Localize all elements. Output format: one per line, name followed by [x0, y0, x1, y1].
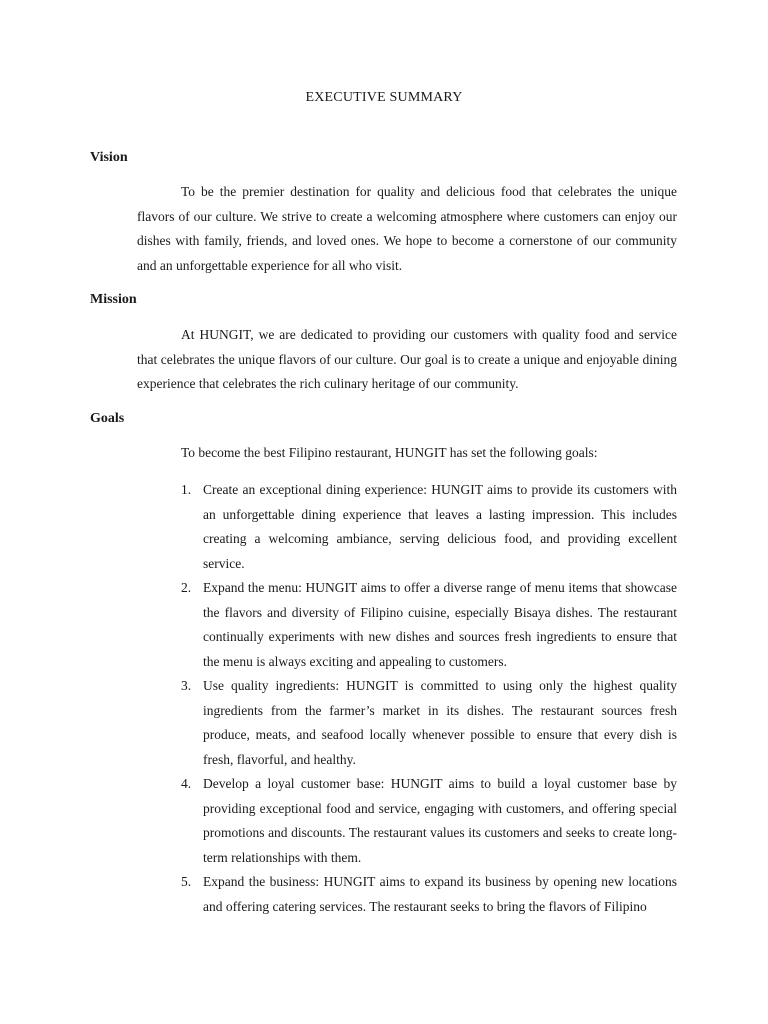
mission-heading: Mission — [90, 292, 137, 307]
goal-text: Create an exceptional dining experience: HUNGIT aims to provide its customers with an unforgettable dining experience that leaves a lasting impression. This includes creating a welcoming ambiance, serving delicious food, and providing excellent service. — [203, 482, 677, 571]
goal-item-5 — [181, 870, 677, 919]
goal-text: Use quality ingredients: HUNGIT is committed to using only the highest quality ingredients from the farmer’s market in its dishes. The restaurant sources fresh produce, meats, and seafood locally whenever possible to ensure that every dish is fresh, flavorful, and healthy. — [203, 678, 677, 767]
goals-intro: To become the best Filipino restaurant, HUNGIT has set the following goals: — [181, 445, 598, 460]
goal-item-2 — [181, 576, 677, 674]
goal-text: Develop a loyal customer base: HUNGIT aims to build a loyal customer base by providing exceptional food and service, engaging with customers, and offering special promotions and discounts. The restaurant values its customers and seeks to create long-term relationships with them. — [203, 776, 677, 865]
goal-number: 2. — [181, 580, 192, 595]
goal-number: 4. — [181, 776, 192, 791]
vision-paragraph: To be the premier destination for quality and delicious food that celebrates the unique flavors of our culture. We strive to create a welcoming atmosphere where customers can enjoy our dishes with family, friends, and loved ones. We hope to become a cornerstone of our community and an unforgettable experience for all who visit. — [137, 184, 677, 273]
goal-text: Expand the menu: HUNGIT aims to offer a diverse range of menu items that showcase the flavors and diversity of Filipino cuisine, especially Bisaya dishes. The restaurant continually experiments with new dishes and sources fresh ingredients to ensure that the menu is always exciting and appealing to customers. — [203, 580, 677, 669]
goals-heading: Goals — [90, 411, 125, 426]
vision-heading: Vision — [90, 150, 128, 165]
goals-list — [181, 478, 677, 919]
mission-paragraph: At HUNGIT, we are dedicated to providing our customers with quality food and service that celebrates the unique flavors of our culture. Our goal is to create a unique and enjoyable dining experience that celebrates the rich culinary heritage of our community. — [137, 327, 677, 391]
goal-item-4 — [181, 772, 677, 870]
goal-text: Expand the business: HUNGIT aims to expand its business by opening new locations and offering catering services. The restaurant seeks to bring the flavors of Filipino — [203, 874, 677, 914]
document-title: EXECUTIVE SUMMARY — [305, 90, 463, 105]
goal-number: 3. — [181, 678, 192, 693]
goal-number: 1. — [181, 482, 192, 497]
goal-item-3 — [181, 674, 677, 772]
goal-item-1 — [181, 478, 677, 576]
goal-number: 5. — [181, 874, 192, 889]
